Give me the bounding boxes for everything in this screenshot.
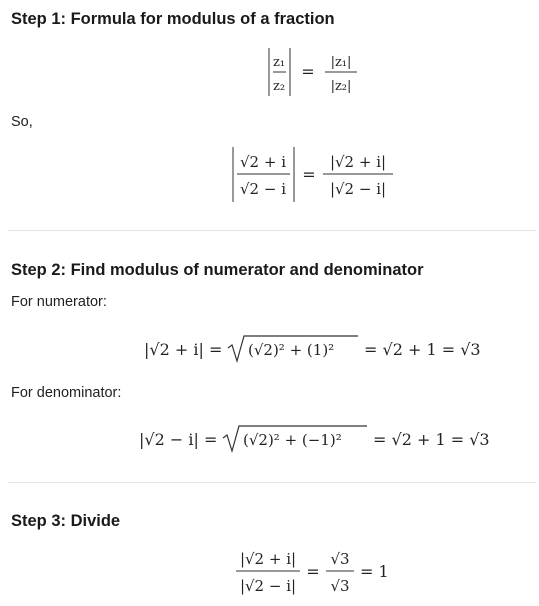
numerator-equation (140, 330, 485, 366)
denominator-lhs: |√2 − i| = (139, 430, 218, 449)
svg-text:=: = (306, 562, 320, 581)
numerator-rhs: = √2 + 1 = √3 (364, 340, 481, 359)
step3-heading: Step 3: Divide (11, 512, 121, 530)
step1-heading: Step 1: Formula for modulus of a fraction (11, 10, 335, 28)
divider (8, 230, 536, 231)
numerator-label: For numerator: (11, 294, 107, 310)
numerator-radicand: (√2)² + (1)² (248, 341, 335, 359)
formula-right-denominator: |z₂| (330, 79, 352, 94)
svg-text:=: = (302, 165, 316, 184)
denominator-radicand: (√2)² + (−1)² (243, 431, 342, 449)
denominator-label: For denominator: (11, 385, 122, 401)
divide-right-numerator: √3 (330, 550, 350, 568)
divide-result: = 1 (360, 562, 389, 581)
divide-equation (230, 542, 400, 602)
applied-left-denominator: √2 − i (239, 180, 287, 198)
formula-right-numerator: |z₁| (330, 55, 352, 70)
applied-formula (225, 144, 400, 206)
divide-left-numerator: |√2 + i| (239, 550, 297, 568)
denominator-equation (135, 420, 495, 456)
divide-left-denominator: |√2 − i| (239, 577, 297, 595)
applied-left-numerator: √2 + i (239, 153, 287, 171)
formula-left-denominator: z₂ (272, 79, 286, 94)
svg-text:=: = (301, 62, 315, 81)
applied-right-denominator: |√2 − i| (329, 180, 387, 198)
formula-left-numerator: z₁ (272, 55, 286, 70)
denominator-rhs: = √2 + 1 = √3 (373, 430, 490, 449)
applied-right-numerator: |√2 + i| (329, 153, 387, 171)
numerator-lhs: |√2 + i| = (144, 340, 223, 359)
divider (8, 482, 536, 483)
step2-heading: Step 2: Find modulus of numerator and denominator (11, 261, 424, 279)
modulus-formula (255, 44, 365, 100)
so-label: So, (11, 114, 33, 130)
divide-right-denominator: √3 (330, 577, 350, 595)
